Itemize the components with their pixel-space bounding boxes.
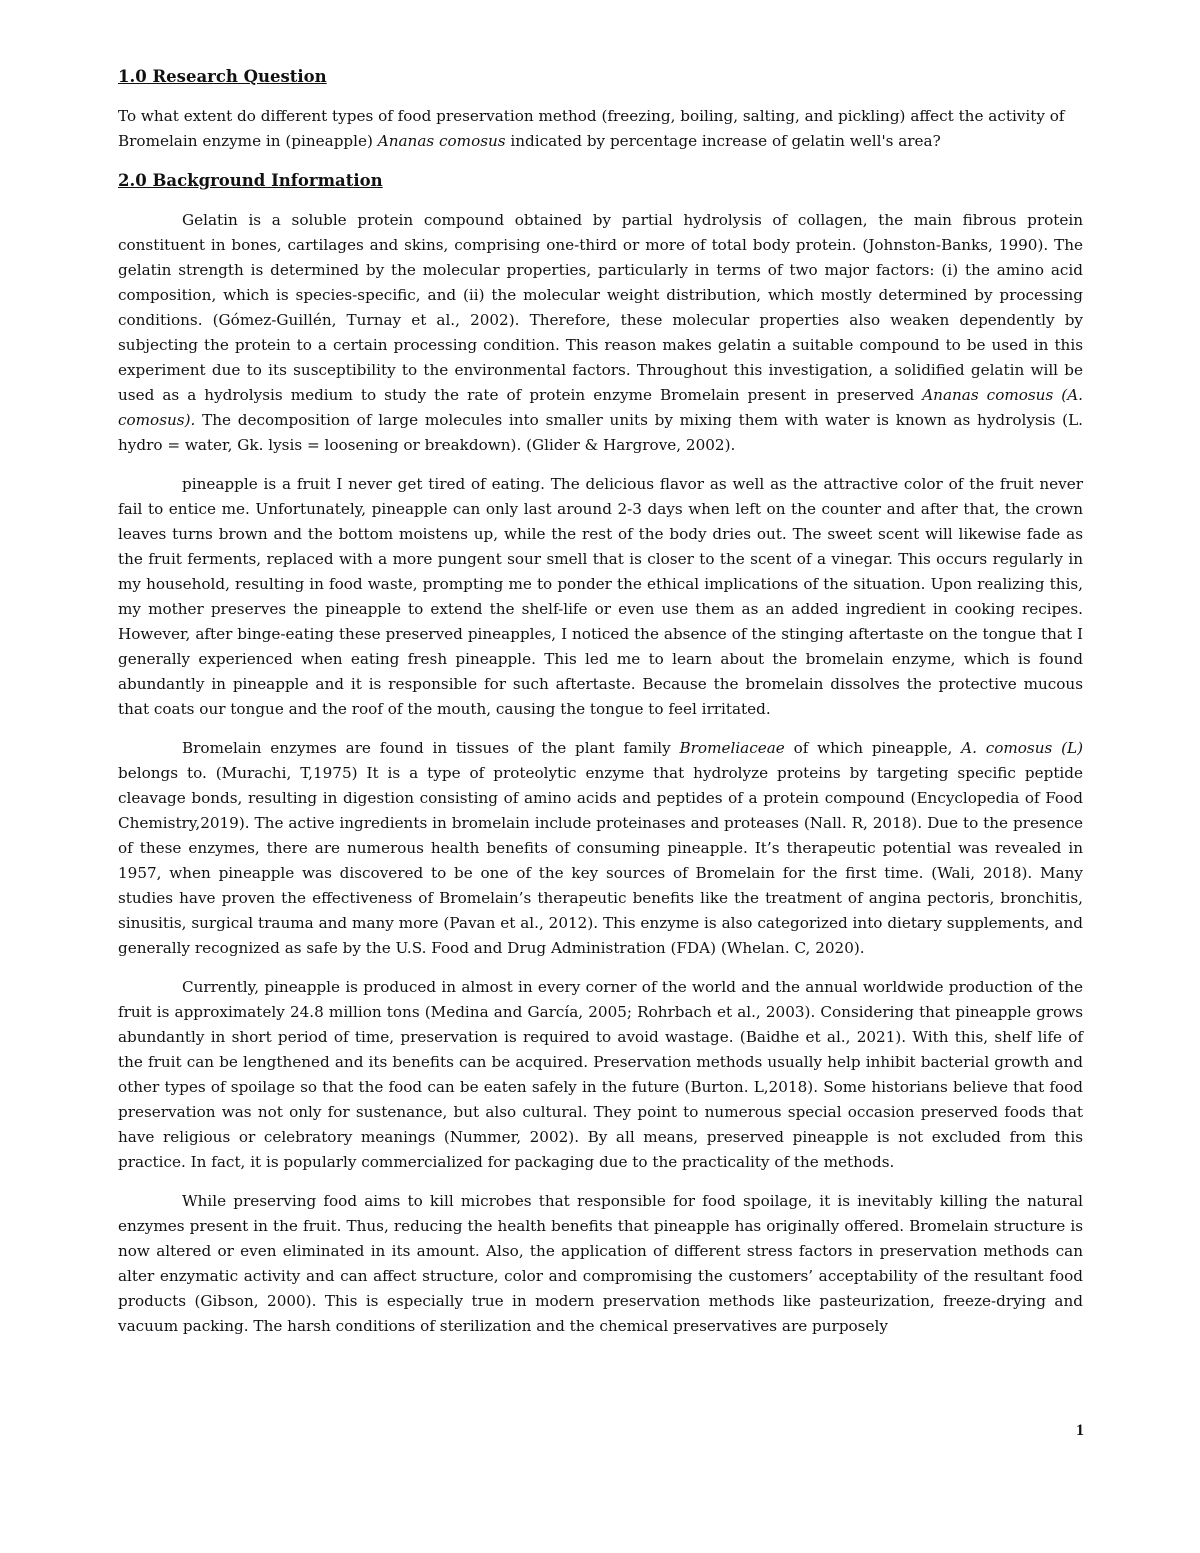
- p3-species: A. comosus (L): [961, 739, 1084, 757]
- p1-text-start: Gelatin is a soluble protein compound obtained by partial hydrolysis of collagen, the main fibrous protein constituent in bones, cartilages and skins, comprising one-third or more of total body protein. (Johnston-Banks, 1990). The gelatin strength is determined by the molecular properties, particularly in terms of two major factors: (i) the amino acid composition, which is species-specific, and (ii) the molecular weight distribution, which mostly determined by processing conditions. (Gómez-Guillén, Turnay et al., 2002). Therefore, these molecular properties also weaken dependently by subjecting the protein to a certain processing condition. This reason makes gelatin a suitable compound to be used in this experiment due to its susceptibility to the environmental factors. Throughout this investigation, a solidified gelatin will be used as a hydrolysis medium to study the rate of protein enzyme Bromelain present in preserved: [118, 211, 1083, 404]
- p3-text-end: belongs to. (Murachi, T,1975) It is a type of proteolytic enzyme that hydrolyze proteins by targeting specific peptide cleavage bonds, resulting in digestion consisting of amino acids and peptides of a protein compound (Encyclopedia of Food Chemistry,2019). The active ingredients in bromelain include proteinases and proteases (Nall. R, 2018). Due to the presence of these enzymes, there are numerous health benefits of consuming pineapple. It’s therapeutic potential was revealed in 1957, when pineapple was discovered to be one of the key sources of Bromelain for the first time. (Wali, 2018). Many studies have proven the effectiveness of Bromelain’s therapeutic benefits like the treatment of angina pectoris, bronchitis, sinusitis, surgical trauma and many more (Pavan et al., 2012). This enzyme is also categorized into dietary supplements, and generally recognized as safe by the U.S. Food and Drug Administration (FDA) (Whelan. C, 2020).: [118, 764, 1083, 957]
- document-page: [118, 64, 1083, 1353]
- background-heading: 2.0 Background Information: [118, 171, 383, 190]
- research-question-text-start: To what extent do different types of food preservation method (freezing, boiling, salting, and pickling) affect the activity of Bromelain enzyme in (pineapple): [118, 107, 1065, 150]
- p1-species: Ananas comosus (A. comosus).: [118, 386, 1084, 429]
- research-question-text: [118, 104, 1083, 154]
- background-paragraph-4: Currently, pineapple is produced in almost in every corner of the world and the annual worldwide production of the fruit is approximately 24.8 million tons (Medina and García, 2005; Rohrbach et al., 2003). Considering that pineapple grows abundantly in short period of time, preservation is required to avoid wastage. (Baidhe et al., 2021). With this, shelf life of the fruit can be lengthened and its benefits can be acquired. Preservation methods usually help inhibit bacterial growth and other types of spoilage so that the food can be eaten safely in the future (Burton. L,2018). Some historians believe that food preservation was not only for sustenance, but also cultural. They point to numerous special occasion preserved foods that have religious or celebratory meanings (Nummer, 2002). By all means, preserved pineapple is not excluded from this practice. In fact, it is popularly commercialized for packaging due to the practicality of the methods.: [118, 978, 1083, 1171]
- p3-family: Bromeliaceae: [679, 739, 785, 757]
- background-paragraph-1: [118, 208, 1083, 458]
- background-paragraph-3: [118, 736, 1083, 961]
- research-question-species: Ananas comosus: [377, 132, 506, 150]
- page-number: 1: [1076, 1422, 1084, 1439]
- background-paragraph-2: pineapple is a fruit I never get tired of eating. The delicious flavor as well as the attractive color of the fruit never fail to entice me. Unfortunately, pineapple can only last around 2-3 days when left on the counter and after that, the crown leaves turns brown and the bottom moistens up, while the rest of the body dries out. The sweet scent will likewise fade as the fruit ferments, replaced with a more pungent sour smell that is closer to the scent of a vinegar. This occurs regularly in my household, resulting in food waste, prompting me to ponder the ethical implications of the situation. Upon realizing this, my mother preserves the pineapple to extend the shelf-life or even use them as an added ingredient in cooking recipes. However, after binge-eating these preserved pineapples, I noticed the absence of the stinging aftertaste on the tongue that I generally experienced when eating fresh pineapple. This led me to learn about the bromelain enzyme, which is found abundantly in pineapple and it is responsible for such aftertaste. Because the bromelain dissolves the protective mucous that coats our tongue and the roof of the mouth, causing the tongue to feel irritated.: [118, 475, 1083, 718]
- background-paragraph-5: While preserving food aims to kill microbes that responsible for food spoilage, it is inevitably killing the natural enzymes present in the fruit. Thus, reducing the health benefits that pineapple has originally offered. Bromelain structure is now altered or even eliminated in its amount. Also, the application of different stress factors in preservation methods can alter enzymatic activity and can affect structure, color and compromising the customers’ acceptability of the resultant food products (Gibson, 2000). This is especially true in modern preservation methods like pasteurization, freeze-drying and vacuum packing. The harsh conditions of sterilization and the chemical preservatives are purposely: [118, 1192, 1083, 1335]
- p3-text-start: Bromelain enzymes are found in tissues of the plant family: [182, 739, 680, 757]
- p1-text-end: The decomposition of large molecules into smaller units by mixing them with water is known as hydrolysis (L. hydro = water, Gk. lysis = loosening or breakdown). (Glider & Hargrove, 2002).: [118, 411, 1083, 454]
- research-question-heading: 1.0 Research Question: [118, 67, 327, 86]
- research-question-text-end: indicated by percentage increase of gelatin well's area?: [505, 132, 941, 150]
- p3-text-mid: of which pineapple,: [784, 739, 962, 757]
